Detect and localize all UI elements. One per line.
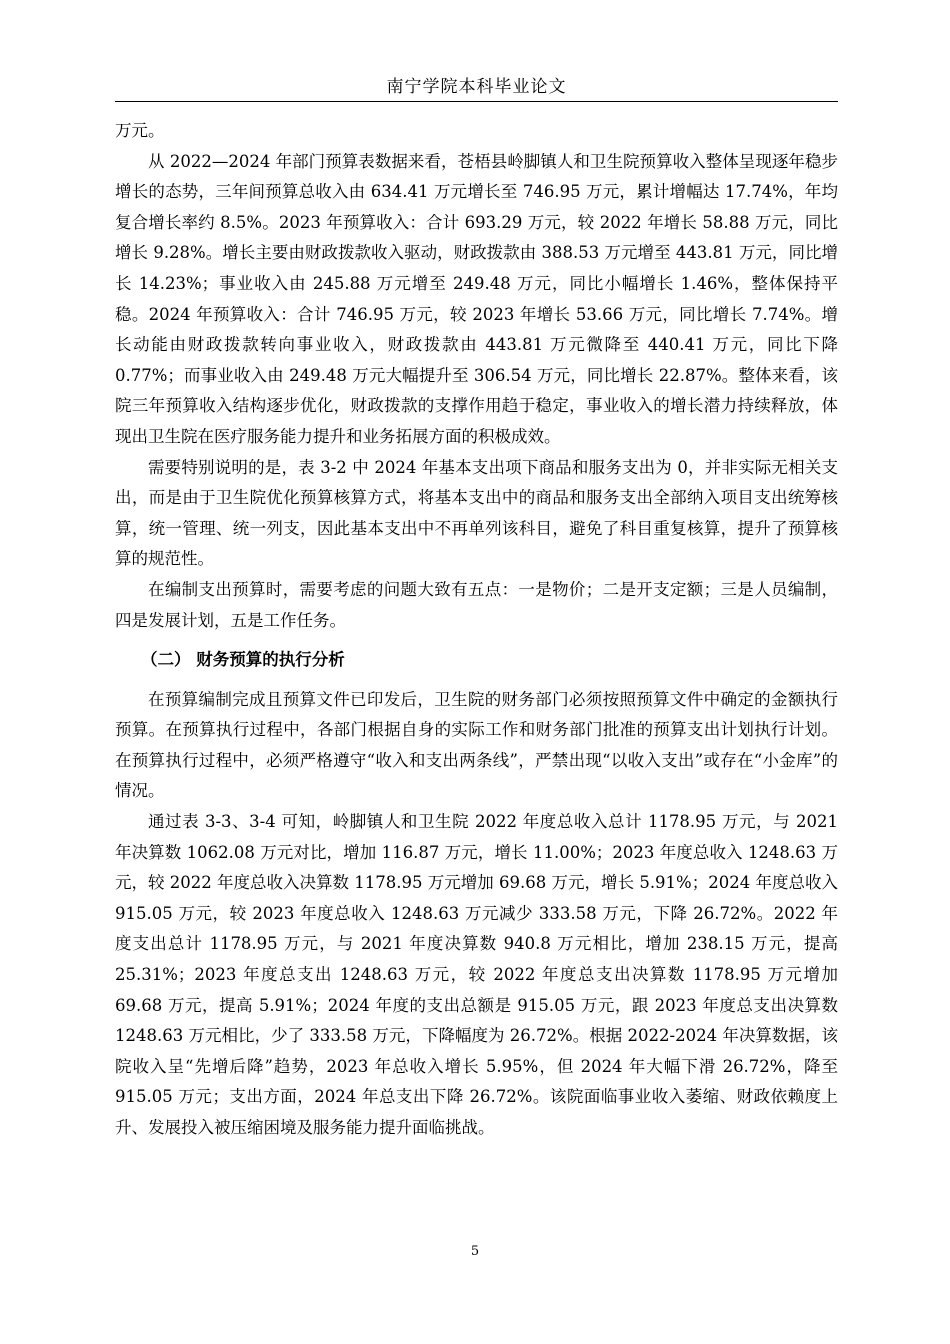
main-content — [115, 116, 838, 1144]
paragraph-final-accounts: 通过表 3-3、3-4 可知，岭脚镇人和卫生院 2022 年度总收入总计 1178.95 万元，与 2021 年决算数 1062.08 万元对比，增加 116.87 万元，增长 11.00%；2023 年度总收入 1248.63 万元，较 2022 年度总收入决算数 1178.95 万元增加 69.68 万元，增长 5.91%；2024 年度总收入 915.05 万元，较 2023 年度总收入 1248.63 万元减少 333.58 万元，下降 26.72%。2022 年度支出总计 1178.95 万元，与 2021 年度决算数 940.8 万元相比，增加 238.15 万元，提高 25.31%；2023 年度总支出 1248.63 万元，较 2022 年度总支出决算数 1178.95 万元增加 69.68 万元，提高 5.91%；2024 年度的支出总额是 915.05 万元，跟 2023 年度总支出决算数 1248.63 万元相比，少了 333.58 万元，下降幅度为 26.72%。根据 2022-2024 年决算数据，该院收入呈“先增后降”趋势，2023 年总收入增长 5.95%，但 2024 年大幅下滑 26.72%，降至 915.05 万元；支出方面，2024 年总支出下降 26.72%。该院面临事业收入萎缩、财政依赖度上升、发展投入被压缩困境及服务能力提升面临挑战。 — [115, 812, 838, 1137]
page-header: 南宁学院本科毕业论文 — [386, 77, 567, 97]
paragraph-budget-execution: 在预算编制完成且预算文件已印发后，卫生院的财务部门必须按照预算文件中确定的金额执行预算。在预算执行过程中，各部门根据自身的实际工作和财务部门批准的预算支出计划执行计划。在预算执行过程中，必须严格遵守“收入和支出两条线”，严禁出现“以收入支出”或存在“小金库”的情况。 — [115, 689, 838, 801]
paragraph-special-note: 需要特别说明的是，表 3-2 中 2024 年基本支出项下商品和服务支出为 0，并非实际无相关支出，而是由于卫生院优化预算核算方式，将基本支出中的商品和服务支出全部纳入项目支出统筹核算，统一管理、统一列支，因此基本支出中不再单列该科目，避免了科目重复核算，提升了预算核算的规范性。 — [115, 457, 838, 569]
header-rule — [115, 101, 838, 102]
paragraph-continuation: 万元。 — [115, 121, 165, 140]
paragraph-budget-revenue: 从 2022—2024 年部门预算表数据来看，苍梧县岭脚镇人和卫生院预算收入整体呈现逐年稳步增长的态势，三年间预算总收入由 634.41 万元增长至 746.95 万元，累计增幅达 17.74%，年均复合增长率约 8.5%。2023 年预算收入：合计 693.29 万元，较 2022 年增长 58.88 万元，同比增长 9.28%。增长主要由财政拨款收入驱动，财政拨款由 388.53 万元增至 443.81 万元，同比增长 14.23%；事业收入由 245.88 万元增至 249.48 万元，同比小幅增长 1.46%，整体保持平稳。2024 年预算收入：合计 746.95 万元，较 2023 年增长 53.66 万元，同比增长 7.74%。增长动能由财政拨款转向事业收入，财政拨款由 443.81 万元微降至 440.41 万元，同比下降 0.77%；而事业收入由 249.48 万元大幅提升至 306.54 万元，同比增长 22.87%。整体来看，该院三年预算收入结构逐步优化，财政拨款的支撑作用趋于稳定，事业收入的增长潜力持续释放，体现出卫生院在医疗服务能力提升和业务拓展方面的积极成效。 — [115, 151, 838, 446]
page-number: 5 — [470, 1244, 480, 1259]
section-title: （二） 财务预算的执行分析 — [141, 650, 345, 670]
paragraph-expenditure-factors: 在编制支出预算时，需要考虑的问题大致有五点：一是物价；二是开支定额；三是人员编制，四是发展计划，五是工作任务。 — [115, 579, 838, 630]
